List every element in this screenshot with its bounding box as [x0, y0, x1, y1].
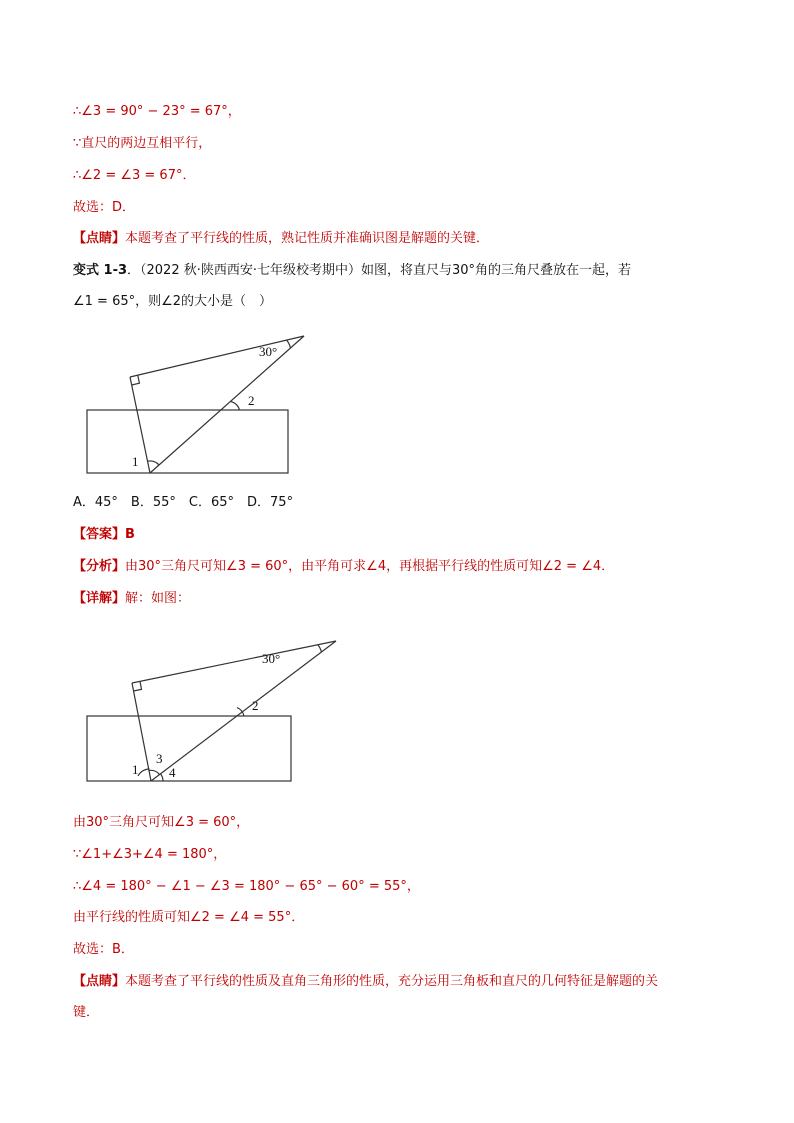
- detail-choice: 故选：B．: [73, 942, 134, 957]
- triangle-hypotenuse: [150, 336, 304, 473]
- detail-step-1: 由30°三角尺可知∠3 = 60°，: [73, 815, 250, 830]
- answer: [73, 526, 135, 544]
- solution-step-2: ∵直尺的两边互相平行，: [73, 136, 212, 151]
- figure2-angle-30-label: 30°: [262, 651, 281, 666]
- ruler-rect: [87, 410, 288, 473]
- problem-line-1: [73, 262, 631, 280]
- angle-1-arc-2: [138, 769, 150, 776]
- comment-prev: [73, 230, 489, 248]
- problem-source: ．（2022 秋·陕西西安·七年级校考期中）如图，将直尺与30°角的三角尺叠放在一起，若: [127, 263, 632, 278]
- triangle2-hypotenuse: [151, 641, 336, 781]
- detail-step-2: ∵∠1+∠3+∠4 = 180°，: [73, 847, 227, 862]
- analysis-text: 由30°三角尺可知∠3 = 60°，由平角可求∠4，再根据平行线的性质可知∠2 = ∠4．: [125, 559, 615, 574]
- comment-line-2: 键．: [73, 1005, 100, 1020]
- figure2-label-2: 2: [252, 698, 259, 713]
- detail-tag: 【详解】: [73, 591, 126, 606]
- comment-line-1: [73, 973, 658, 991]
- solution-step-3: ∴∠2 = ∠3 = 67°．: [73, 168, 196, 183]
- figure2-label-3: 3: [156, 751, 163, 766]
- triangle2-side-top: [132, 641, 336, 683]
- comment-prev-text: 本题考查了平行线的性质，熟记性质并准确识图是解题的关键．: [125, 231, 490, 246]
- figure-1: [80, 330, 320, 480]
- comment-text-1: 本题考查了平行线的性质及直角三角形的性质，充分运用三角板和直尺的几何特征是解题的关: [125, 974, 659, 989]
- answer-value: B: [125, 527, 135, 542]
- ruler-rect-2: [87, 716, 291, 781]
- figure2-label-4: 4: [169, 765, 176, 780]
- detail-text: 解：如图：: [125, 591, 191, 606]
- comment-prev-tag: 【点睛】: [73, 231, 126, 246]
- figure1-label-2: 2: [248, 393, 255, 408]
- solution-step-1: ∴∠3 = 90° − 23° = 67°，: [73, 104, 241, 119]
- figure1-angle-30-label: 30°: [259, 344, 278, 359]
- detail: [73, 590, 190, 608]
- detail-step-4: 由平行线的性质可知∠2 = ∠4 = 55°．: [73, 910, 305, 925]
- angle-3-arc: [149, 770, 160, 774]
- problem-label: 变式 1-3: [73, 263, 128, 278]
- angle-2-arc: [231, 401, 240, 410]
- angle-4-arc: [161, 774, 164, 781]
- figure2-label-1: 1: [132, 762, 139, 777]
- angle-30-arc: [287, 340, 291, 348]
- comment-tag: 【点睛】: [73, 974, 126, 989]
- figure-2: [80, 636, 340, 786]
- analysis: [73, 558, 614, 576]
- solution-choice: 故选：D．: [73, 200, 136, 215]
- detail-step-3: ∴∠4 = 180° − ∠1 − ∠3 = 180° − 65° − 60° = 55°，: [73, 879, 420, 894]
- answer-tag: 【答案】: [73, 527, 126, 542]
- angle-30-arc-2: [318, 645, 322, 652]
- problem-line-2: ∠1 = 65°，则∠2的大小是（ ）: [73, 294, 273, 309]
- angle-1-arc: [148, 461, 159, 465]
- figure1-label-1: 1: [132, 454, 139, 469]
- triangle-side-top: [130, 336, 304, 377]
- analysis-tag: 【分析】: [73, 559, 126, 574]
- options: A．45° B．55° C．65° D．75°: [73, 495, 294, 510]
